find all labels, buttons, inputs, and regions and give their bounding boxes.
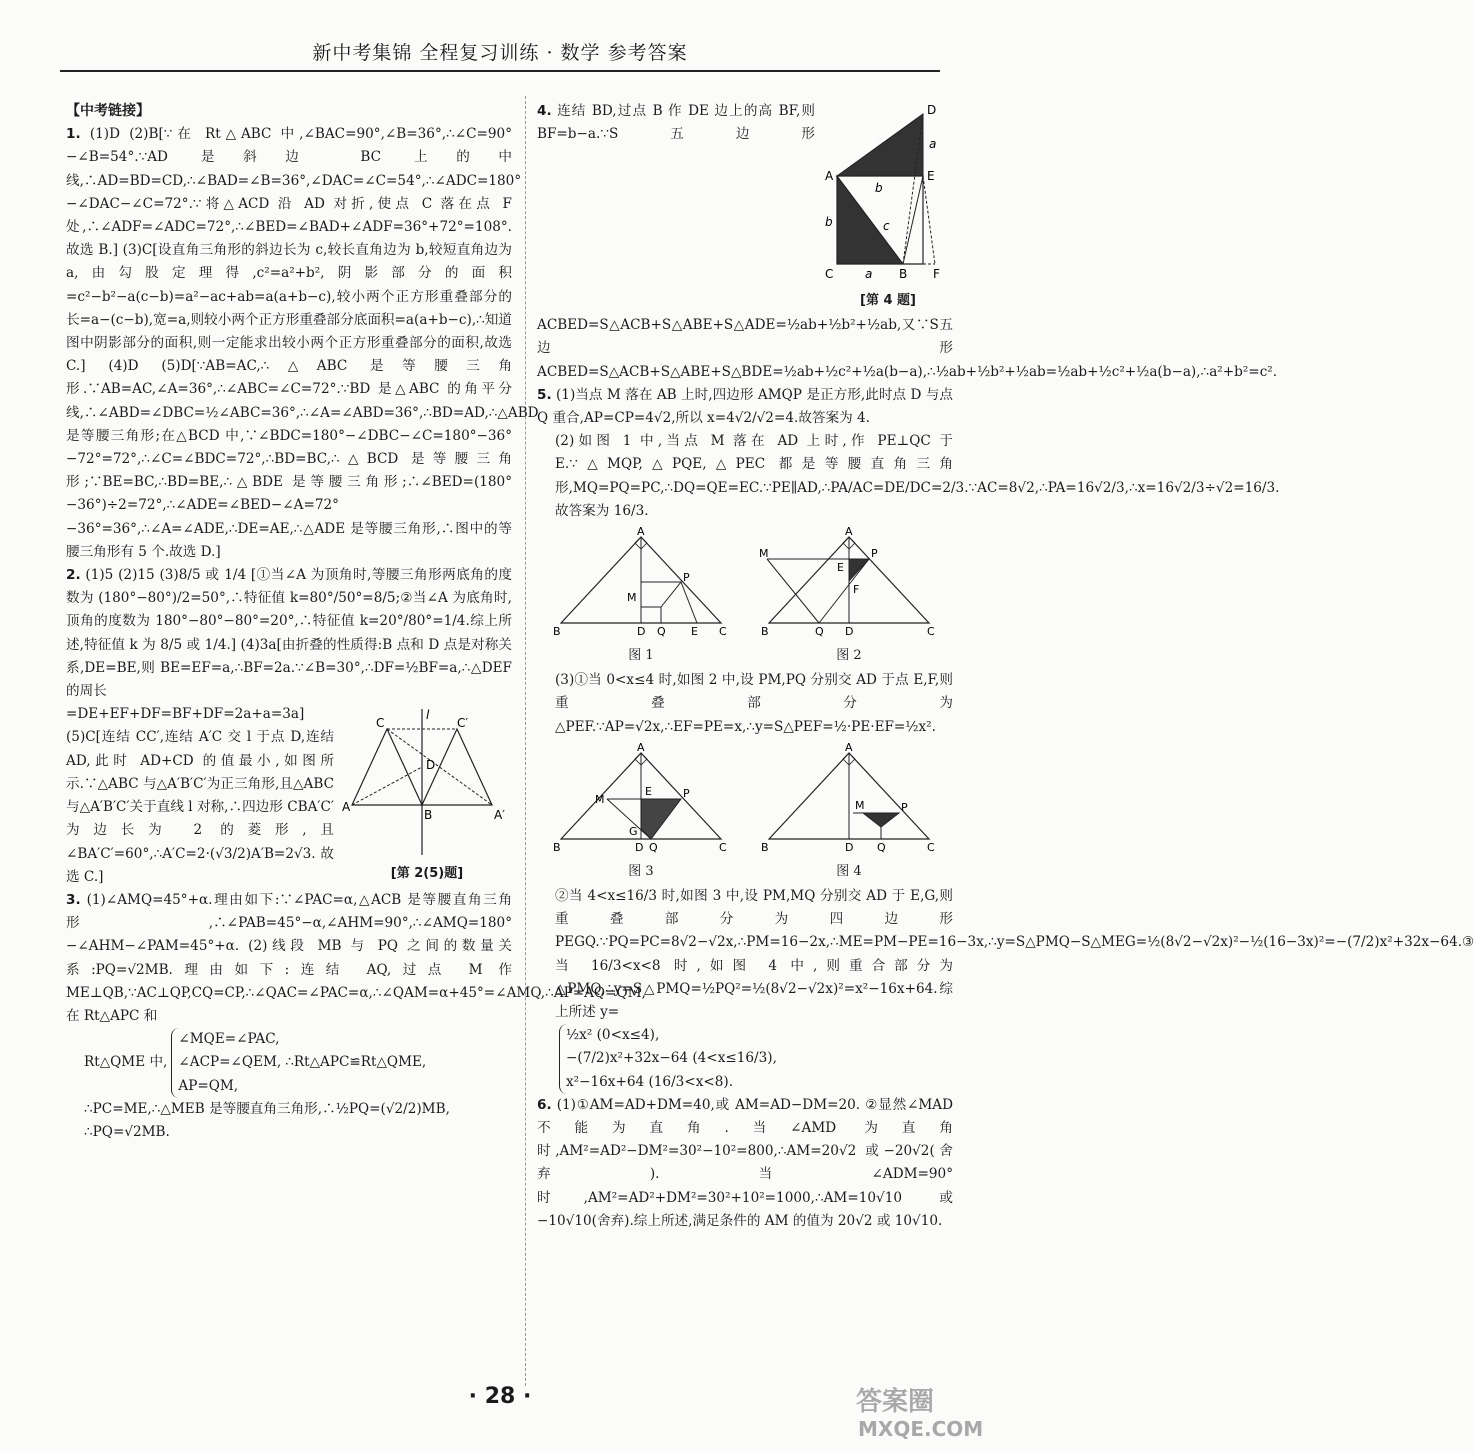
equation-brace xyxy=(171,1028,281,1098)
label-M: M xyxy=(595,792,605,806)
piecewise-line: x²−16x+64 (16/3<x<8). xyxy=(566,1073,734,1090)
label-D: D xyxy=(637,625,646,639)
label-B: B xyxy=(761,840,769,854)
figure-q2-5-caption: [第 2(5)题] xyxy=(390,866,464,882)
label-c: c xyxy=(883,219,890,233)
label-a: a xyxy=(929,137,937,151)
label-C-prime: C′ xyxy=(457,716,469,731)
label-E: E xyxy=(837,561,844,575)
label-B: B xyxy=(553,840,561,854)
question-6 xyxy=(537,1094,953,1233)
question-3-text-c: ∴PQ=√2MB. xyxy=(84,1123,170,1140)
question-3-system xyxy=(66,1028,512,1098)
question-2-text-a: (1)5 (2)15 (3)8/5 或 1/4 [①当∠A 为顶角时,等腰三角形两底角的度数为 (180°−80°)/2=50°,∴特征值 k=80°/50°=8/5;②当∠A 为底角时,顶角的度数为 180°−80°−80°=20°,∴特征值 k=20°/80°=1/4.综上所述,特征值 k 为 8/5 或 1/4.] (4)3a[由折叠的性质得:B 点和 D 点是对称关系,DE=BE,则 BE=EF=a,∴BF=2a.∵∠B=30°,∴DF=½BF=a,∴△DEF 的周长 xyxy=(66,567,512,700)
label-E: E xyxy=(645,784,652,798)
label-C: C xyxy=(927,625,935,639)
label-M: M xyxy=(855,798,865,812)
figure-q2-5 xyxy=(342,707,512,883)
label-E: E xyxy=(691,625,698,639)
label-Q: Q xyxy=(657,625,666,639)
question-3-text-b: ∴PC=ME,∴△MEB 是等腰直角三角形,∴½PQ=(√2/2)MB, xyxy=(84,1100,450,1117)
label-F: F xyxy=(933,267,940,281)
label-Q: Q xyxy=(877,840,886,854)
question-5-part-4: ②当 4<x≤16/3 时,如图 3 中,设 PM,MQ 分别交 AD 于 E,G,则重叠部分为四边形 PEGQ.∵PQ=PC=8√2−√2x,∴PM=16−2x,∴ME=PM−PE=16−3x,∴y=S△PMQ−S△MEG=½(8√2−√2x)²−½(16−3x)²=−(7/2)x²+32x−64.③当 16/3<x<8 时,如图 4 中,则重合部分为△PMQ,∴y=S△PMQ=½PQ²=½(8√2−√2x)²=x²−16x+64.综上所述 y= xyxy=(555,888,1474,1021)
piecewise-function xyxy=(559,1024,953,1094)
label-Q: Q xyxy=(815,625,824,639)
figure-row-1-2 xyxy=(537,527,953,665)
question-4 xyxy=(537,100,1278,384)
label-P: P xyxy=(683,571,690,585)
question-5-part-1: (1)当点 M 落在 AB 上时,四边形 AMQP 是正方形,此时点 D 与点 Q 重合,AP=CP=4√2,所以 x=4√2/√2=4.故答案为 4. xyxy=(537,386,953,427)
figure-4 xyxy=(759,740,939,881)
question-2-text-b: =DE+EF+DF=BF+DF=2a+a=3a] (5)C[连结 CC′,连结 A′C 交 l 于点 D,连结 AD,此时 AD+CD 的值最小,如图所示.∵△ABC 与△A′B′C′为正三角形,且△ABC 与△A′B′C′关于直线 l 对称,∴四边形 CBA′C′为边长为 2 的菱形,且∠BA′C′=60°,∴A′C=2·(√3/2)A′B=2√3.故选 C.] xyxy=(66,706,334,885)
question-1 xyxy=(66,123,539,564)
piecewise-line: ½x² (0<x≤4), xyxy=(566,1027,660,1044)
label-c: c xyxy=(871,133,878,147)
label-G: G xyxy=(629,824,638,838)
figure-4-caption: 图 4 xyxy=(836,864,862,880)
label-D: D xyxy=(845,625,854,639)
system-line: AP=QM, xyxy=(178,1077,239,1094)
figure-q2-5-diagram xyxy=(342,707,512,857)
label-M: M xyxy=(759,547,769,561)
figure-3-caption: 图 3 xyxy=(628,864,654,880)
figure-3 xyxy=(551,740,731,881)
figure-2-caption: 图 2 xyxy=(836,648,862,664)
label-D: D xyxy=(927,103,937,117)
label-B: B xyxy=(761,625,769,639)
question-1-text: (1)D (2)B[∵在 Rt△ABC 中,∠BAC=90°,∠B=36°,∴∠C=90°−∠B=54°.∵AD 是斜边 BC 上的中线,∴AD=BD=CD,∴∠BAD=∠B=36°,∠DAC=∠C=54°,∴∠ADC=180°−∠DAC−∠C=72°.∵将△ACD 沿 AD 对折,使点 C 落在点 F 处,∴∠ADF=∠ADC=72°,∴∠BED=∠BAD+∠ADF=36°+72°=108°.故选 B.] (3)C[设直角三角形的斜边长为 c,较长直角边为 b,较短直角边为 a,由勾股定理得,c²=a²+b²,阴影部分的面积=c²−b²−a(c−b)=a²−ac+ab=a(a+b−c),较小两个正方形重叠部分的长=a−(c−b),宽=a,则较小两个正方形重叠部分底面积=a(a+b−c),∴知道图中阴影部分的面积,则一定能求出较小两个正方形重叠部分的面积,故选 C.] (4)D (5)D[∵AB=AC,∴△ABC 是等腰三角形.∵AB=AC,∠A=36°,∴∠ABC=∠C=72°.∵BD 是△ABC 的角平分线,∴∠ABD=∠DBC=½∠ABC=36°,∴∠A=∠ABD=36°,∴BD=AD,∴△ABD 是等腰三角形;在△BCD 中,∵∠BDC=180°−∠DBC−∠C=180°−36°−72°=72°,∴∠C=∠BDC=72°,∴BD=BC,∴△BCD 是等腰三角形;∵BE=BC,∴BD=BE,∴△BDE 是等腰三角形;∴∠BED=(180°−36°)÷2=72°,∴∠ADE=∠BED−∠A=72°−36°=36°,∴∠A=∠ADE,∴DE=AE,∴△ADE 是等腰三角形,∴图中的等腰三角形有 5 个.故选 D.] xyxy=(66,126,539,560)
label-C: C xyxy=(376,716,385,731)
question-5-part-3: (3)①当 0<x≤4 时,如图 2 中,设 PM,PQ 分别交 AD 于点 E,F,则重叠部分为△PEF.∵AP=√2x,∴EF=PE=x,∴y=S△PEF=½·PE·EF=½x². xyxy=(555,672,953,735)
label-A: A xyxy=(825,169,834,183)
label-l: l xyxy=(426,708,430,723)
question-1-number: 1. xyxy=(66,126,81,143)
question-3-system-prefix: Rt△QME 中, xyxy=(84,1054,168,1071)
section-title: 【中考链接】 xyxy=(66,103,150,119)
label-F: F xyxy=(853,583,860,597)
label-A: A xyxy=(845,525,853,539)
label-A-prime: A′ xyxy=(494,808,505,823)
question-2-number: 2. xyxy=(66,567,81,584)
system-line: ∠ACP=∠QEM, xyxy=(178,1054,282,1071)
label-C: C xyxy=(927,840,935,854)
question-5 xyxy=(537,384,1474,1094)
label-a: a xyxy=(865,267,873,281)
label-D: D xyxy=(635,840,644,854)
label-C: C xyxy=(719,625,727,639)
question-2 xyxy=(66,564,512,889)
column-divider xyxy=(525,96,526,1386)
question-3-system-suffix: ∴Rt△APC≌Rt△QME, xyxy=(285,1054,427,1071)
label-M: M xyxy=(627,591,637,605)
label-b: b xyxy=(875,181,883,195)
label-b: b xyxy=(825,215,833,229)
question-6-number: 6. xyxy=(537,1096,552,1113)
label-B: B xyxy=(424,808,433,823)
question-4-text: 连结 BD,过点 B 作 DE 边上的高 BF,则 BF=b−a.∵S五边形ACBED=S△ACB+S△ABE+S△ADE=½ab+½b²+½ab,又∵S五边形ACBED=S△ACB+S△ABE+S△BDE=½ab+½c²+½a(b−a),∴½ab+½b²+½ab=½ab+½c²+½a(b−a),∴a²+b²=c². xyxy=(537,103,1278,380)
svg-text:答案圈: 答案圈 xyxy=(856,1387,935,1417)
label-Q: Q xyxy=(649,840,658,854)
label-D: D xyxy=(426,758,436,773)
label-D: D xyxy=(845,840,854,854)
label-A: A xyxy=(342,800,351,815)
question-4-number: 4. xyxy=(537,103,552,119)
question-3-number: 3. xyxy=(66,891,81,908)
label-C: C xyxy=(719,840,727,854)
system-line: ∠MQE=∠PAC, xyxy=(178,1031,280,1048)
page-number: · 28 · xyxy=(468,1384,532,1409)
question-5-part-2: (2)如图 1 中,当点 M 落在 AD 上时,作 PE⊥QC 于 E.∵△MQP,△PQE,△PEC 都是等腰直角三角形,MQ=PQ=PC,∴DQ=QE=EC.∵PE∥AD,∴PA/AC=DE/DC=2/3.∵AC=8√2,∴PA=16√2/3,∴x=16√2/3÷√2=16/3.故答案为 16/3. xyxy=(555,433,1280,519)
label-A: A xyxy=(637,740,645,754)
label-B: B xyxy=(553,625,561,639)
label-C: C xyxy=(825,267,834,281)
question-5-number: 5. xyxy=(537,386,552,403)
label-E: E xyxy=(927,169,935,183)
watermark-logo xyxy=(850,1380,990,1444)
figure-row-3-4 xyxy=(537,740,953,881)
right-column xyxy=(537,100,1474,1233)
question-3-text-a: (1)∠AMQ=45°+α.理由如下:∵∠PAC=α,△ACB 是等腰直角三角形,∴∠PAB=45°−α,∠AHM=90°,∴∠AMQ=180°−∠AHM−∠PAM=45°+α. (2)线段 MB 与 PQ 之间的数量关系:PQ=√2MB.理由如下:连结 AQ,过点 M 作 ME⊥QB,∵AC⊥QP,CQ=CP,∴∠QAC=∠PAC=α,∴∠QAM=α+45°=∠AMQ,∴AP=AQ=QM,在 Rt△APC 和 xyxy=(66,891,646,1024)
piecewise-line: −(7/2)x²+32x−64 (4<x≤16/3), xyxy=(566,1050,777,1067)
label-A: A xyxy=(845,740,853,754)
question-6-text: (1)①AM=AD+DM=40,或 AM=AD−DM=20. ②显然∠MAD 不能为直角.当∠AMD 为直角时,AM²=AD²−DM²=30²−10²=800,∴AM=20√2 或−20√2(舍弃).当∠ADM=90°时,AM²=AD²+DM²=30²+10²=1000,∴AM=10√10 或−10√10(舍弃).综上所述,满足条件的 AM 的值为 20√2 或 10√10. xyxy=(537,1096,953,1229)
figure-q4-diagram xyxy=(823,104,953,284)
header-rule xyxy=(60,70,940,72)
figure-1 xyxy=(551,527,731,665)
label-B: B xyxy=(899,267,908,281)
label-A: A xyxy=(637,525,645,539)
label-P: P xyxy=(871,547,878,561)
figure-q4-caption: [第 4 题] xyxy=(860,293,916,309)
figure-q4 xyxy=(823,104,953,310)
svg-text:MXQE.COM: MXQE.COM xyxy=(858,1417,984,1441)
page-header: 新中考集锦 全程复习训练 · 数学 参考答案 xyxy=(312,42,688,64)
label-P: P xyxy=(683,786,690,800)
figure-2 xyxy=(759,527,939,665)
figure-1-caption: 图 1 xyxy=(628,648,654,664)
label-P: P xyxy=(901,800,908,814)
